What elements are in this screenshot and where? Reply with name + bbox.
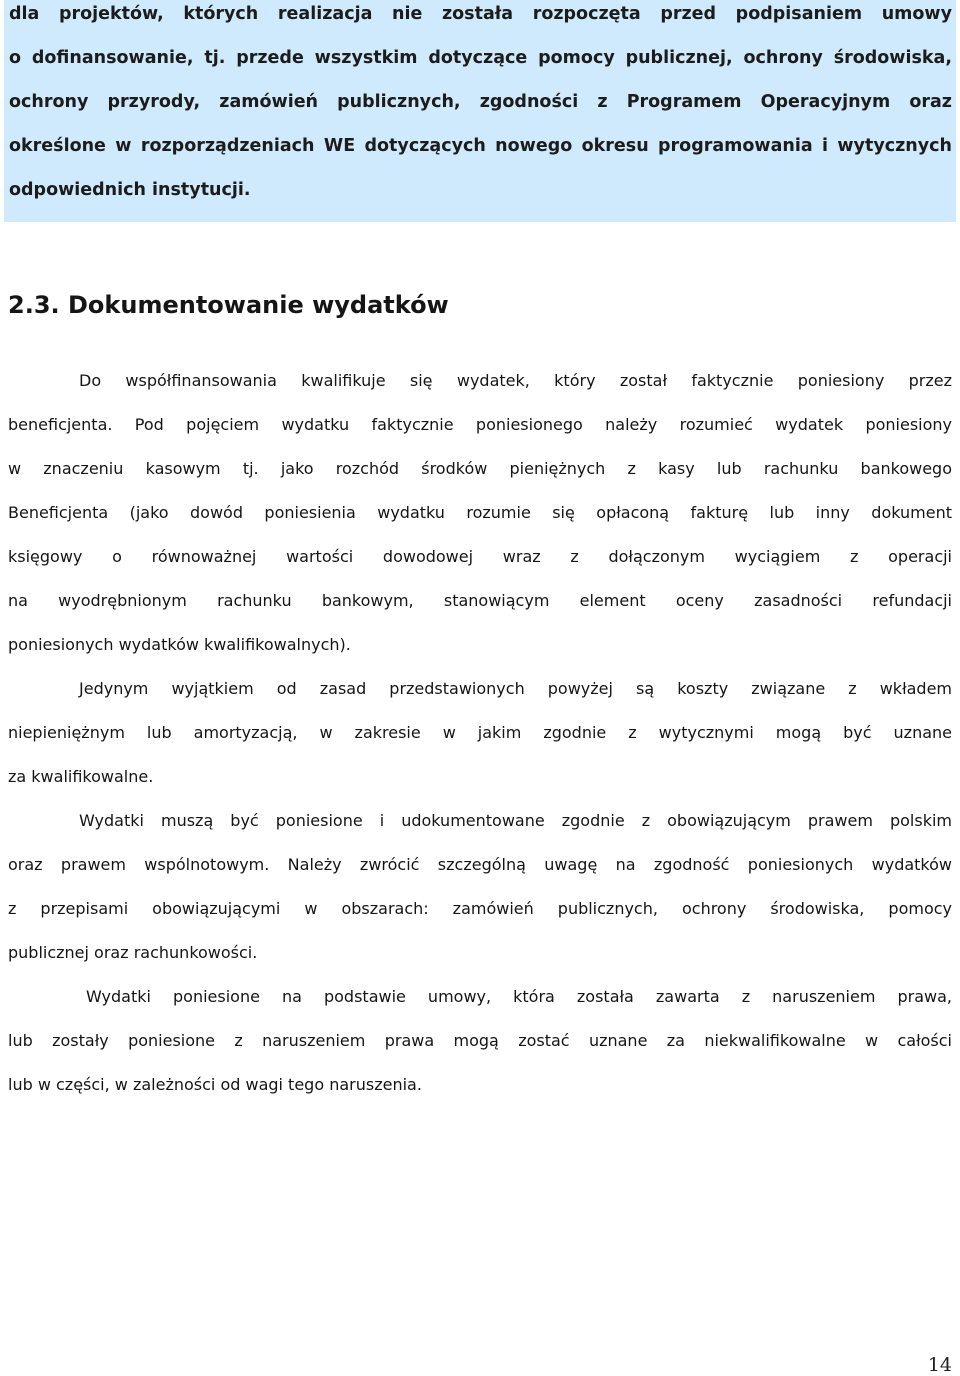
paragraph-line: publicznej oraz rachunkowości. <box>8 943 258 962</box>
paragraph-line: lub zostały poniesione z naruszeniem prawa mogą zostać uznane za niekwalifikowalne w całości <box>8 1031 952 1050</box>
paragraph-line: niepieniężnym lub amortyzacją, w zakresie w jakim zgodnie z wytycznymi mogą być uznane <box>8 723 952 742</box>
paragraph-line: oraz prawem wspólnotowym. Należy zwrócić szczególną uwagę na zgodność poniesionych wydatków <box>8 855 952 874</box>
paragraph-line: Wydatki muszą być poniesione i udokumentowane zgodnie z obowiązującym prawem polskim <box>79 811 952 830</box>
highlighted-text-block <box>4 0 956 222</box>
paragraph-line: za kwalifikowalne. <box>8 767 154 786</box>
page-number: 14 <box>927 1354 952 1376</box>
highlight-line: określone w rozporządzeniach WE dotyczących nowego okresu programowania i wytycznych <box>9 136 952 156</box>
highlight-line: odpowiednich instytucji. <box>9 180 251 200</box>
paragraph-line: Wydatki poniesione na podstawie umowy, która została zawarta z naruszeniem prawa, <box>86 987 952 1006</box>
highlight-line: dla projektów, których realizacja nie została rozpoczęta przed podpisaniem umowy <box>9 4 952 24</box>
highlight-line: ochrony przyrody, zamówień publicznych, zgodności z Programem Operacyjnym oraz <box>9 92 952 112</box>
paragraph-line: księgowy o równoważnej wartości dowodowej wraz z dołączonym wyciągiem z operacji <box>8 547 952 566</box>
paragraph-line: Do współfinansowania kwalifikuje się wydatek, który został faktycznie poniesiony przez <box>79 371 952 390</box>
section-heading: 2.3. Dokumentowanie wydatków <box>8 291 449 319</box>
paragraph-line: beneficjenta. Pod pojęciem wydatku faktycznie poniesionego należy rozumieć wydatek poniesiony <box>8 415 952 434</box>
paragraph-line: z przepisami obowiązującymi w obszarach: zamówień publicznych, ochrony środowiska, pomocy <box>8 899 952 918</box>
paragraph-line: Beneficjenta (jako dowód poniesienia wydatku rozumie się opłaconą fakturę lub inny dokument <box>8 503 952 522</box>
paragraph-line: lub w części, w zależności od wagi tego naruszenia. <box>8 1075 422 1094</box>
paragraph-line: poniesionych wydatków kwalifikowalnych). <box>8 635 351 654</box>
paragraph-line: w znaczeniu kasowym tj. jako rozchód środków pieniężnych z kasy lub rachunku bankowego <box>8 459 952 478</box>
paragraph-line: na wyodrębnionym rachunku bankowym, stanowiącym element oceny zasadności refundacji <box>8 591 952 610</box>
highlight-line: o dofinansowanie, tj. przede wszystkim dotyczące pomocy publicznej, ochrony środowiska, <box>9 48 952 68</box>
paragraph-line: Jedynym wyjątkiem od zasad przedstawionych powyżej są koszty związane z wkładem <box>79 679 952 698</box>
